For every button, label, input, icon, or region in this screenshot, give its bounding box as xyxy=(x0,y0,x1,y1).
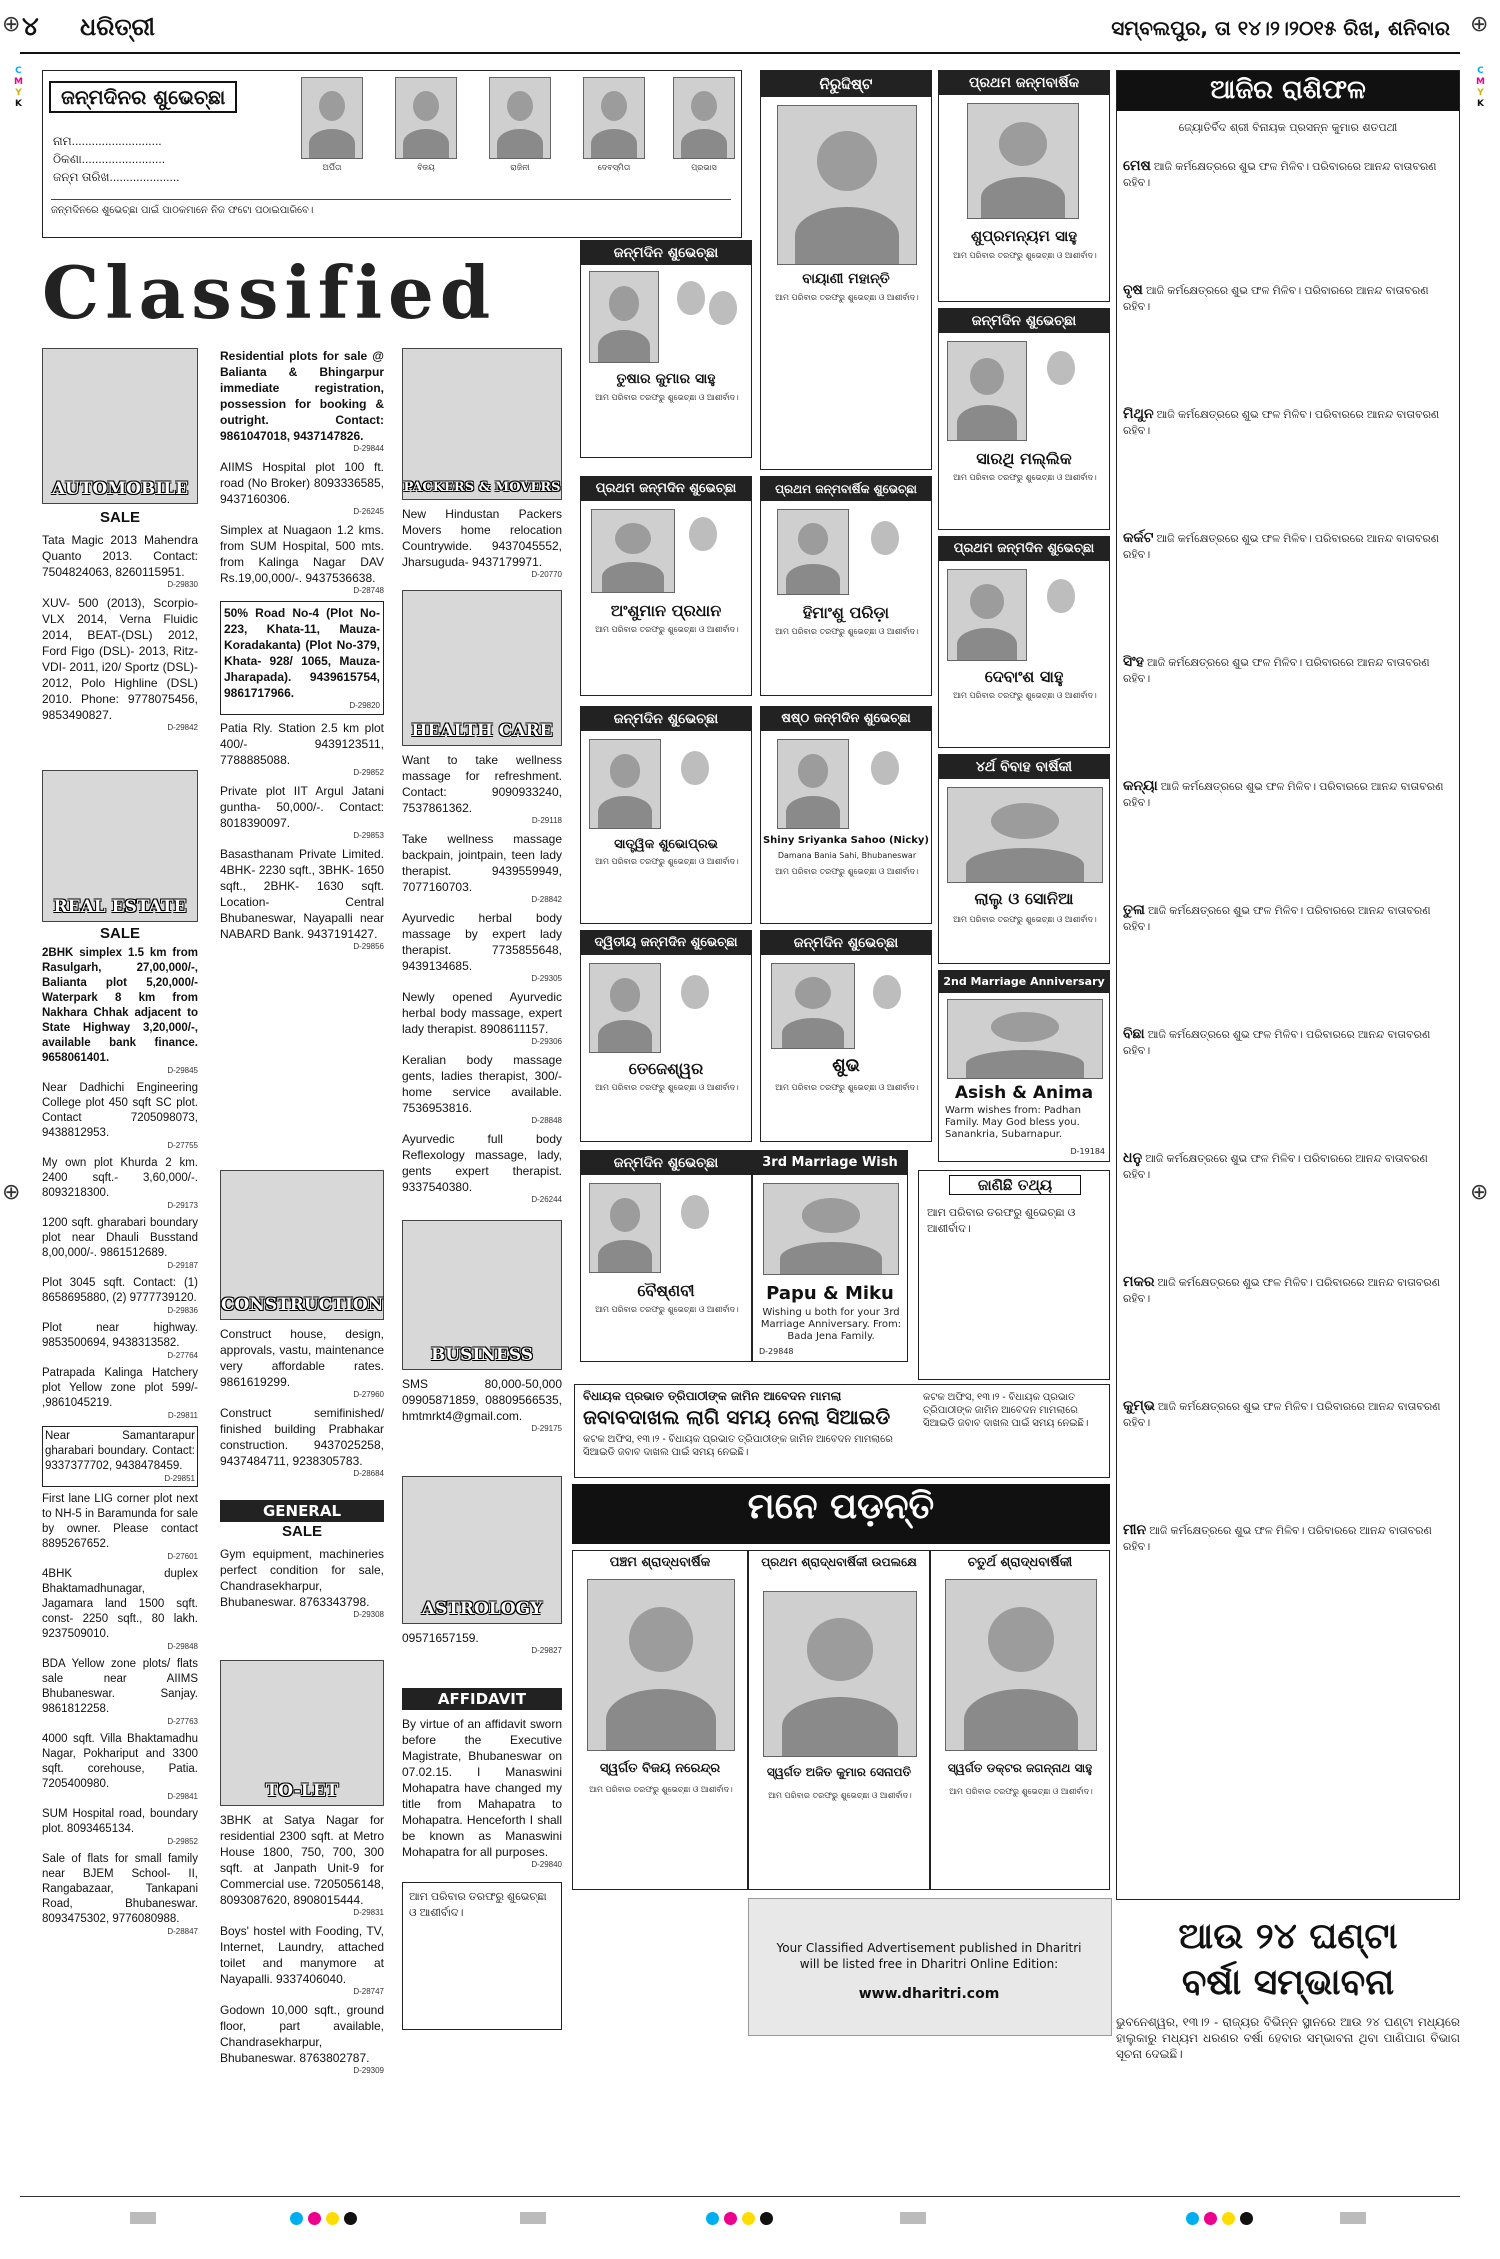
greeting-header: ପ୍ରଥମ ଜନ୍ମଦିନ ଶୁଭେଚ୍ଛା xyxy=(939,537,1109,561)
memorial-photo xyxy=(945,1579,1097,1751)
greeting-text: ଆମ ପରିବାର ତରଫରୁ ଶୁଭେଚ୍ଛା ଓ ଆଶୀର୍ବାଦ। xyxy=(953,473,1097,482)
ad-item: Ayurvedic herbal body massage by expert lady therapist. 7735855648, 9439134685. D-29305 xyxy=(402,911,562,983)
ad-item: 4BHK duplex Bhaktamadhunagar, Jagamara land 1500 sqft. const- 2250 sqft., 80 lakh. 9237509010. D-29848 xyxy=(42,1568,198,1651)
cmyk-k: K xyxy=(14,99,22,109)
memorial-name: ସ୍ୱର୍ଗତ ବିଜୟ ନରେନ୍ଦ୍ର xyxy=(599,1761,721,1776)
rashi-item: ମୀନ ଆଜି କର୍ମକ୍ଷେତ୍ରରେ ଶୁଭ ଫଳ ମିଳିବ। ପରିବାରରେ ଆନନ୍ଦ ବାତାବରଣ ରହିବ। xyxy=(1123,1521,1432,1553)
news-body: କଟକ ଅଫିସ, ୧୩।୨ - ବିଧାୟକ ପ୍ରଭାତ ତ୍ରିପାଠୀଙ୍କ ଜାମିନ ଆବେଦନ ମାମଲାରେ ସିଆଇଡି ଜବାବ ଦାଖଲ ପାଇଁ ସମୟ ନେଇଛି। xyxy=(583,1434,893,1458)
child-name: ବୈଷ୍ଣବୀ xyxy=(637,1281,695,1300)
child-name: ଶୁପ୍ରମନ୍ୟମ ସାହୁ xyxy=(970,227,1078,245)
rashi-name: ବିଛା xyxy=(1123,1025,1145,1041)
notice-text: ଆମ ପରିବାର ତରଫରୁ ଶୁଭେଚ୍ଛା ଓ ଆଶୀର୍ବାଦ। xyxy=(409,1891,547,1919)
birthday-photo-5 xyxy=(673,77,735,159)
birthday-name-4: ଦେବସ୍ମିତା xyxy=(597,163,631,172)
child-name: ତେଜେଶ୍ୱର xyxy=(628,1059,704,1078)
greeting-text: ଆମ ପରିବାର ତରଫରୁ ଶୁଭେଚ୍ଛା ଓ ଆଶୀର୍ବାଦ। xyxy=(595,1305,739,1314)
cyan-dot xyxy=(706,2212,719,2225)
ad-item: Boys' hostel with Fooding, TV, Internet, Laundry, attached toilet and manymore at Nayapalli. 9337406040. D-28747 xyxy=(220,1924,384,1996)
ad-item: Patia Rly. Station 2.5 km plot 400/- 9439123511, 7788885088. D-29852 xyxy=(220,721,384,777)
col2-ads-top xyxy=(220,348,384,1268)
page-number: ୪ xyxy=(22,12,39,42)
magenta-dot xyxy=(724,2212,737,2225)
online-edition-note: Your Classified Advertisement published in Dharitri will be listed free in Dharitri Online Edition: xyxy=(776,1941,1082,1971)
yellow-dot xyxy=(1222,2212,1235,2225)
balloon-icon xyxy=(873,975,901,1009)
rashi-name: କର୍କଟ xyxy=(1123,529,1154,545)
niruddista-text: ଆମ ପରିବାର ତରଫରୁ ଶୁଭେଚ୍ଛା ଓ ଆଶୀର୍ବାଦ। xyxy=(775,293,919,302)
ad-item: BDA Yellow zone plots/ flats sale near AIIMS Bhubaneswar. Sanjay. 9861812258. D-27763 xyxy=(42,1658,198,1726)
couple-name: Asish & Anima xyxy=(954,1083,1094,1103)
greeting-shiny xyxy=(760,706,932,924)
memorial-title: ମନେ ପଡ଼ନ୍ତି xyxy=(747,1486,935,1527)
business-image xyxy=(402,1220,562,1370)
ad-item: Simplex at Nuagaon 1.2 kms. from SUM Hospital, 500 mts. from Kalinga Nagar DAV Rs.19,00,000/-. 9437536638. D-28748 xyxy=(220,523,384,595)
health-care-image xyxy=(402,590,562,746)
yellow-dot xyxy=(326,2212,339,2225)
ad-item: Gym equipment, machineries perfect condition for sale, Chandrasekharpur, Bhubaneswar. 8763343798. D-29308 xyxy=(220,1547,384,1619)
greeting-text: ଆମ ପରିବାର ତରଫରୁ ଶୁଭେଚ୍ଛା ଓ ଆଶୀର୍ବାଦ। xyxy=(953,691,1097,700)
couple-photo xyxy=(763,1183,899,1275)
couple-code: D-19184 xyxy=(1070,1147,1105,1156)
ad-item: SUM Hospital road, boundary plot. 8093465134. D-29852 xyxy=(42,1808,198,1846)
greeting-header: ଜନ୍ମଦିନ ଶୁଭେଚ୍ଛା xyxy=(761,931,931,955)
rashi-item: କନ୍ୟା ଆଜି କର୍ମକ୍ଷେତ୍ରରେ ଶୁଭ ଫଳ ମିଳିବ। ପରିବାରରେ ଆନନ୍ଦ ବାତାବରଣ ରହିବ। xyxy=(1123,777,1444,809)
balloon-icon xyxy=(871,521,899,555)
ad-item: My own plot Khurda 2 km. 2400 sqft.- 3,60,000/-. 8093218300. D-29173 xyxy=(42,1157,198,1210)
birthday-photo-1 xyxy=(301,77,363,159)
cmyk-k: K xyxy=(1476,99,1484,109)
couple-text: Warm wishes from: Padhan Family. May God bless you. Sanankria, Subarnapur. xyxy=(945,1105,1081,1140)
ad-item: 09571657159. D-29827 xyxy=(402,1631,562,1655)
child-name: ହିମାଂଶୁ ପରିଡ଼ା xyxy=(802,603,890,622)
cmyk-c: C xyxy=(15,66,22,76)
greeting-header: 2nd Marriage Anniversary xyxy=(939,971,1109,993)
child-photo xyxy=(591,509,675,593)
rashi-name: ମକର xyxy=(1123,1273,1155,1289)
ad-item: Construct semifinished/ finished building Prabhakar construction. 9437025258, 9437484711, 9238305783. D-28684 xyxy=(220,1406,384,1478)
memorial-heading: ଚତୁର୍ଥ ଶ୍ରାଦ୍ଧବାର୍ଷିକୀ xyxy=(967,1555,1073,1570)
memorial-text: ଆମ ପରିବାର ତରଫରୁ ଶୁଭେଚ୍ଛା ଓ ଆଶୀର୍ବାଦ। xyxy=(768,1791,912,1800)
janiti-title: ଜାଣିଛି ତଥ୍ୟ xyxy=(949,1175,1081,1195)
child-photo xyxy=(967,103,1079,219)
rashi-item: କର୍କଟ ଆଜି କର୍ମକ୍ଷେତ୍ରରେ ଶୁଭ ଫଳ ମିଳିବ। ପରିବାରରେ ଆନନ୍ଦ ବାତାବରଣ ରହିବ। xyxy=(1123,529,1440,561)
cmyk-mark-right xyxy=(1476,66,1485,110)
ad-item: 50% Road No-4 (Plot No-223, Khata-11, Mauza-Koradakanta) (Plot No-379, Khata- 928/ 1065, Mauza- Jharapada). 9439615754, 9861717966. D-29820 xyxy=(220,601,384,715)
black-dot xyxy=(1240,2212,1253,2225)
col1-ads-auto xyxy=(42,532,198,738)
classified-title: Classified xyxy=(42,250,497,335)
greeting-header: ଦ୍ୱିତୀୟ ଜନ୍ମଦିନ ଶୁଭେଚ୍ଛା xyxy=(581,931,751,955)
greeting-papu-miku xyxy=(752,1150,908,1362)
missing-person-photo xyxy=(777,105,917,265)
greeting-tushar xyxy=(580,240,752,458)
magenta-dot xyxy=(1204,2212,1217,2225)
brand-logo: ଧରିତ୍ରୀ xyxy=(80,12,155,41)
child-photo xyxy=(777,509,849,595)
news-headline-2: ଜବାବଦାଖଲ ଲାଗି ସମୟ ନେଲା ସିଆଇଡି xyxy=(583,1405,891,1429)
rashi-name: କୁମ୍ଭ xyxy=(1123,1397,1155,1413)
col3-ads-astrology xyxy=(402,1630,562,1661)
sale-heading-3: SALE xyxy=(281,1523,322,1540)
rashifala-subtitle: ଜ୍ୟୋତିର୍ବିଦ ଶ୍ରୀ ବିନାୟକ ପ୍ରସନ୍ନ କୁମାର ଶତପଥୀ xyxy=(1178,121,1398,134)
birthday-form-date: ଜନ୍ମ ତାରିଖ..................... xyxy=(53,170,180,184)
ad-item: Newly opened Ayurvedic herbal body massage, expert lady therapist. 8908611157. D-29306 xyxy=(402,990,562,1046)
registration-mark-icon: ⊕ xyxy=(1470,1180,1489,1205)
ad-item: AIIMS Hospital plot 100 ft. road (No Broker) 8093336585, 9437160306. D-26245 xyxy=(220,460,384,516)
couple-photo xyxy=(947,787,1103,883)
balloon-icon xyxy=(681,751,709,785)
ad-item: Take wellness massage backpain, jointpain, teen lady therapist. 9439559949, 7077160703. D-28842 xyxy=(402,832,562,904)
gray-swatch xyxy=(520,2212,546,2224)
rashi-item: ମିଥୁନ ଆଜି କର୍ମକ୍ଷେତ୍ରରେ ଶୁଭ ଫଳ ମିଳିବ। ପରିବାରରେ ଆନନ୍ଦ ବାତାବରଣ ରହିବ। xyxy=(1123,405,1440,437)
memorial-name: ସ୍ୱର୍ଗତ ଡକ୍ଟର ଜଗନ୍ନାଥ ସାହୁ xyxy=(947,1761,1093,1775)
packers-movers-label: PACKERS & MOVERS xyxy=(403,480,561,495)
rashi-name: ମେଷ xyxy=(1123,157,1151,173)
birthday-name-5: ପ୍ରଭାସ xyxy=(691,163,717,172)
health-care-label: HEALTH CARE xyxy=(411,721,553,741)
black-dot xyxy=(344,2212,357,2225)
couple-text: Wishing u both for your 3rd Marriage Anniversary. From: Bada Jena Family. xyxy=(760,1307,902,1342)
greeting-header: ପ୍ରଥମ ଜନ୍ମଦିନ ଶୁଭେଚ୍ଛା xyxy=(581,477,751,501)
rashi-name: ତୁଳା xyxy=(1123,901,1145,917)
greeting-text: ଆମ ପରିବାର ତରଫରୁ ଶୁଭେଚ୍ଛା ଓ ଆଶୀର୍ବାଦ। xyxy=(775,867,919,876)
ad-item: Ayurvedic full body Reflexology massage, lady, gents expert therapist. 9337540380. D-26244 xyxy=(402,1132,562,1202)
gray-swatch xyxy=(900,2212,926,2224)
rashi-item: ସିଂହ ଆଜି କର୍ମକ୍ଷେତ୍ରରେ ଶୁଭ ଫଳ ମିଳିବ। ପରିବାରରେ ଆନନ୍ଦ ବାତାବରଣ ରହିବ। xyxy=(1123,653,1430,685)
child-photo xyxy=(589,1183,661,1273)
greeting-text: ଆମ ପରିବାର ତରଫରୁ ଶୁଭେଚ୍ଛା ଓ ଆଶୀର୍ବାଦ। xyxy=(953,915,1097,924)
greeting-text: ଆମ ପରିବାର ତରଫରୁ ଶୁଭେଚ୍ଛା ଓ ଆଶୀର୍ବାଦ। xyxy=(953,251,1097,260)
couple-name: Papu & Miku xyxy=(766,1283,894,1304)
gray-swatch xyxy=(1340,2212,1366,2224)
memorial-text: ଆମ ପରିବାର ତରଫରୁ ଶୁଭେଚ୍ଛା ଓ ଆଶୀର୍ବାଦ। xyxy=(949,1787,1093,1796)
construction-image xyxy=(220,1170,384,1320)
ad-item: Basasthanam Private Limited. 4BHK- 2230 sqft., 3BHK- 1650 sqft., 2BHK- 1630 sqft. Location- Central Bhubaneswar, Nayapalli near NABARD Bank. 9437191427. D-29856 xyxy=(220,847,384,951)
online-edition-url[interactable]: www.dharitri.com xyxy=(858,1986,1000,2002)
birthday-name-1: ଅର୍ପିତା xyxy=(322,163,342,172)
sale-heading-1: SALE xyxy=(99,509,140,526)
memorial-photo xyxy=(763,1591,917,1757)
couple-name: ଲାଲୁ ଓ ସୋନିଆ xyxy=(974,889,1074,908)
cmyk-m: M xyxy=(14,77,23,87)
to-let-image xyxy=(220,1660,384,1806)
birthday-name-3: ରାଜିନୀ xyxy=(510,163,530,172)
rashi-item: ମକର ଆଜି କର୍ମକ୍ଷେତ୍ରରେ ଶୁଭ ଫଳ ମିଳିବ। ପରିବାରରେ ଆନନ୍ଦ ବାତାବରଣ ରହିବ। xyxy=(1123,1273,1441,1305)
balloon-icon xyxy=(689,517,717,551)
janiti-text: ଆମ ପରିବାର ତରଫରୁ ଶୁଭେଚ୍ଛା ଓ ଆଶୀର୍ବାଦ। xyxy=(927,1207,1076,1235)
rashifala-list xyxy=(1123,157,1453,1645)
col2-ads-tolet xyxy=(220,1812,384,2192)
greeting-lalu-sonia xyxy=(938,754,1110,964)
balloon-icon xyxy=(709,291,737,325)
memorial-2 xyxy=(748,1550,930,1890)
couple-code: D-29848 xyxy=(759,1347,794,1356)
registration-mark-icon: ⊕ xyxy=(2,12,21,37)
birthday-note: ଜନ୍ମଦିନରେ ଶୁଭେଚ୍ଛା ପାଇଁ ପାଠକମାନେ ନିଜ ଫଟୋ ପଠାଇପାରିବେ। xyxy=(51,199,731,217)
gray-swatch xyxy=(130,2212,156,2224)
greeting-anshuman xyxy=(580,476,752,696)
balloon-icon xyxy=(1047,579,1075,613)
ad-item: By virtue of an affidavit sworn before the Executive Magistrate, Bhubaneswar on 07.02.15. I Manaswini Mohapatra have changed my title from Mahapatra to Mohapatra. Henceforth I shall be known as Manaswini Mohapatra for all purposes. D-29840 xyxy=(402,1717,562,1869)
rashi-item: ଧନୁ ଆଜି କର୍ମକ୍ଷେତ୍ରରେ ଶୁଭ ଫଳ ମିଳିବ। ପରିବାରରେ ଆନନ୍ଦ ବାତାବରଣ ରହିବ। xyxy=(1123,1149,1428,1181)
child-place: Damana Bania Sahi, Bhubaneswar xyxy=(777,851,917,860)
rashi-item: ମେଷ ଆଜି କର୍ମକ୍ଷେତ୍ରରେ ଶୁଭ ଫଳ ମିଳିବ। ପରିବାରରେ ଆନନ୍ଦ ବାତାବରଣ ରହିବ। xyxy=(1123,157,1437,189)
rashi-name: ମୀନ xyxy=(1123,1521,1147,1537)
col2-ads-construct xyxy=(220,1326,384,1484)
rain-title-2: ବର୍ଷା ସମ୍ଭାବନା xyxy=(1181,1962,1395,2003)
ad-item: Residential plots for sale @ Balianta & Bhingarpur immediate registration, possession for booking & outright. Contact: 9861047018, 9437147826. D-29844 xyxy=(220,349,384,453)
greeting-header: ଜନ୍ମଦିନ ଶୁଭେଚ୍ଛା xyxy=(581,1151,751,1175)
greeting-sarathi xyxy=(938,308,1110,530)
ad-item: 3BHK at Satya Nagar for residential 2300 sqft. at Metro House 1800, 750, 700, 300 sqft. at Janpath Unit-9 for Commercial use. 7205056148, 8093087620, 8908015444. D-29831 xyxy=(220,1813,384,1917)
cyan-dot xyxy=(290,2212,303,2225)
greeting-header: 3rd Marriage Wish xyxy=(753,1151,907,1175)
cmyk-m: M xyxy=(1476,77,1485,87)
ad-item: Tata Magic 2013 Mahendra Quanto 2013. Contact: 7504824063, 8260115951. D-29830 xyxy=(42,533,198,589)
balloon-icon xyxy=(1047,351,1075,385)
birthday-photo-3 xyxy=(489,77,551,159)
col2-ads-general xyxy=(220,1546,384,1625)
col3-ads-business xyxy=(402,1376,562,1439)
rashi-item: ବୃଷ ଆଜି କର୍ମକ୍ଷେତ୍ରରେ ଶୁଭ ଫଳ ମିଳିବ। ପରିବାରରେ ଆନନ୍ଦ ବାତାବରଣ ରହିବ। xyxy=(1123,281,1429,313)
ad-item: Near Dadhichi Engineering College plot 450 sqft SC plot. Contact 7205098073, 9438812953. D-27755 xyxy=(42,1082,198,1150)
ad-item: Godown 10,000 sqft., ground floor, part available, Chandrasekharpur, Bhubaneswar. 8763802787. D-29309 xyxy=(220,2003,384,2075)
affidavit-heading: AFFIDAVIT xyxy=(402,1688,562,1710)
birthday-name-2: ବିଜୟ xyxy=(417,163,435,172)
greeting-debansh xyxy=(938,536,1110,748)
greeting-subraman xyxy=(938,70,1110,302)
rashi-item: କୁମ୍ଭ ଆଜି କର୍ମକ୍ଷେତ୍ରରେ ଶୁଭ ଫଳ ମିଳିବ। ପରିବାରରେ ଆନନ୍ଦ ବାତାବରଣ ରହିବ। xyxy=(1123,1397,1441,1429)
memorial-text: ଆମ ପରିବାର ତରଫରୁ ଶୁଭେଚ୍ଛା ଓ ଆଶୀର୍ବାଦ। xyxy=(589,1785,733,1794)
greeting-header: ପ୍ରଥମ ଜନ୍ମବାର୍ଷିକ ଶୁଭେଚ୍ଛା xyxy=(761,477,931,501)
child-photo xyxy=(589,271,659,363)
col3-ads-packers xyxy=(402,506,562,585)
child-photo xyxy=(947,569,1027,661)
ad-item: First lane LIG corner plot next to NH-5 in Baramunda for sale by owner. Please contact 8895267652. D-27601 xyxy=(42,1493,198,1561)
greeting-text: ଆମ ପରିବାର ତରଫରୁ ଶୁଭେଚ୍ଛା ଓ ଆଶୀର୍ବାଦ। xyxy=(775,1083,919,1092)
child-photo xyxy=(947,341,1027,441)
memorial-name: ସ୍ୱର୍ଗତ ଅଜିତ କୁମାର ସେନାପତି xyxy=(766,1765,912,1779)
yellow-dot xyxy=(742,2212,755,2225)
black-dot xyxy=(760,2212,773,2225)
to-let-label: TO-LET xyxy=(265,1781,339,1801)
balloon-icon xyxy=(681,1195,709,1229)
col3-bottom-notice xyxy=(402,1882,562,2030)
greeting-header: ଜନ୍ମଦିନ ଶୁଭେଚ୍ଛା xyxy=(581,707,751,731)
business-label: BUSINESS xyxy=(430,1345,534,1365)
ad-item: 1200 sqft. gharabari boundary plot near Dhauli Busstand 8,00,000/-. 9861512689. D-29187 xyxy=(42,1217,198,1270)
col3-ads-health xyxy=(402,752,562,1202)
ad-item: Sale of flats for small family near BJEM School- II, Rangabazaar, Tankapani Road, Bhubaneswar. 8093475302, 9776080988. D-28847 xyxy=(42,1853,198,1936)
greeting-text: ଆମ ପରିବାର ତରଫରୁ ଶୁଭେଚ୍ଛା ଓ ଆଶୀର୍ବାଦ। xyxy=(595,393,739,402)
birthday-title: ଜନ୍ମଦିନର ଶୁଭେଚ୍ଛା xyxy=(49,81,237,113)
ad-item: Private plot IIT Argul Jatani guntha- 50,000/-. Contact: 8018390097. D-29853 xyxy=(220,784,384,840)
memorial-1 xyxy=(572,1550,748,1890)
child-name: ଶୁଭ xyxy=(832,1055,860,1076)
birthday-photo-2 xyxy=(395,77,457,159)
news-headline-1: ବିଧାୟକ ପ୍ରଭାତ ତ୍ରିପାଠୀଙ୍କ ଜାମିନ ଆବେଦନ ମାମଲା xyxy=(583,1389,842,1403)
ad-item: 2BHK simplex 1.5 km from Rasulgarh, 27,00,000/-, Balianta plot 5,20,000/- Waterpark 8 km from Nakhara Chhak adjacent to State Highway 3,20,000/-, available bank finance. 9658061401. D-29845 xyxy=(42,947,198,1075)
ad-item: Keralian body massage gents, ladies therapist, 300/- home service available. 7536953816. D-28848 xyxy=(402,1053,562,1125)
rashi-item: ବିଛା ଆଜି କର୍ମକ୍ଷେତ୍ରରେ ଶୁଭ ଫଳ ମିଳିବ। ପରିବାରରେ ଆନନ୍ଦ ବାତାବରଣ ରହିବ। xyxy=(1123,1025,1431,1057)
greeting-vaishnavi xyxy=(580,1150,752,1362)
niruddista-box xyxy=(760,70,932,470)
greeting-sattwik xyxy=(580,706,752,924)
packers-movers-image xyxy=(402,348,562,500)
rashifala-box xyxy=(1116,70,1460,1900)
child-name: ସାତ୍ତ୍ୱିକ ଶୁଭୋପ୍ରଭ xyxy=(614,837,718,852)
child-name: Shiny Sriyanka Sahoo (Nicky) xyxy=(762,835,930,846)
balloon-icon xyxy=(871,751,899,785)
ad-item: Plot near highway. 9853500694, 9438313582. D-27764 xyxy=(42,1322,198,1360)
news-body-right: କଟକ ଅଫିସ, ୧୩।୨ - ବିଧାୟକ ପ୍ରଭାତ ତ୍ରିପାଠୀଙ୍କ ଜାମିନ ଆବେଦନ ମାମଲାରେ ସିଆଇଡି ଜବାବ ଦାଖଲ ପାଇଁ ସମୟ ନେଇଛି। xyxy=(923,1392,1089,1429)
greeting-shubha xyxy=(760,930,932,1142)
rashi-name: ଧନୁ xyxy=(1123,1149,1143,1165)
rashi-name: ମିଥୁନ xyxy=(1123,405,1154,421)
niruddista-header: ନିରୁଦ୍ଦିଷ୍ଟ xyxy=(761,71,931,97)
greeting-tejeswar xyxy=(580,930,752,1142)
greeting-text: ଆମ ପରିବାର ତରଫରୁ ଶୁଭେଚ୍ଛା ଓ ଆଶୀର୍ବାଦ। xyxy=(595,857,739,866)
birthday-photo-4 xyxy=(583,77,645,159)
greeting-header: ଜନ୍ମଦିନ ଶୁଭେଚ୍ଛା xyxy=(939,309,1109,333)
registration-mark-icon: ⊕ xyxy=(1470,12,1489,37)
real-estate-label: REAL ESTATE xyxy=(53,897,187,917)
construction-label: CONSTRUCTION xyxy=(221,1295,384,1315)
greeting-header: ୪ର୍ଥ ବିବାହ ବାର୍ଷିକୀ xyxy=(939,755,1109,779)
astrology-image xyxy=(402,1476,562,1624)
greeting-header: ଷଷ୍ଠ ଜନ୍ମଦିନ ଶୁଭେଚ୍ଛା xyxy=(761,707,931,731)
child-photo xyxy=(777,739,849,829)
news-box xyxy=(574,1384,1110,1478)
registration-mark-icon: ⊕ xyxy=(2,1180,21,1205)
greeting-text: ଆମ ପରିବାର ତରଫରୁ ଶୁଭେଚ୍ଛା ଓ ଆଶୀର୍ବାଦ। xyxy=(595,625,739,634)
child-photo xyxy=(589,963,661,1053)
automobile-image xyxy=(42,348,198,504)
cyan-dot xyxy=(1186,2212,1199,2225)
ad-item: SMS 80,000-50,000 09905871859, 08809566535, hmtmrkt4@gmail.com. D-29175 xyxy=(402,1377,562,1433)
ad-item: XUV- 500 (2013), Scorpio-VLX 2014, Verna Fluidic 2014, BEAT-(DSL) 2012, Ford Figo (DSL)- 2013, Ritz- VDI- 2011, i20/ Sportz (DSL)- 2012, Polo Highline (DSL) 2010. Phone: 9778075456, 9853490827. D-29842 xyxy=(42,596,198,732)
cmyk-mark-left xyxy=(14,66,23,110)
greeting-text: ଆମ ପରିବାର ତରଫରୁ ଶୁଭେଚ୍ଛା ଓ ଆଶୀର୍ବାଦ। xyxy=(775,627,919,636)
footer-rule xyxy=(20,2196,1460,2197)
greeting-text: ଆମ ପରିବାର ତରଫରୁ ଶୁଭେଚ୍ଛା ଓ ଆଶୀର୍ବାଦ। xyxy=(595,1083,739,1092)
rain-body: ଭୁବନେଶ୍ୱର, ୧୩।୨ - ରାଜ୍ୟର ବିଭିନ୍ନ ସ୍ଥାନରେ ଆଉ ୨୪ ଘଣ୍ଟା ମଧ୍ୟରେ ହାଲୁକାରୁ ମଧ୍ୟମ ଧରଣର ବର୍ଷା ହେବାର ସମ୍ଭାବନା ଥିବା ପାଣିପାଗ ବିଭାଗ ସୂଚନା ଦେଇଛି। xyxy=(1116,2015,1460,2061)
couple-photo xyxy=(947,999,1103,1079)
general-heading: GENERAL xyxy=(220,1500,384,1522)
memorial-heading: ପଞ୍ଚମ ଶ୍ରାଦ୍ଧବାର୍ଷିକ xyxy=(609,1555,711,1570)
rashi-name: କନ୍ୟା xyxy=(1123,777,1158,793)
cmyk-c: C xyxy=(1477,66,1484,76)
ad-item: Want to take wellness massage for refreshment. Contact: 9090933240, 7537861362. D-29118 xyxy=(402,753,562,825)
greeting-header: ପ୍ରଥମ ଜନ୍ମବାର୍ଷିକ xyxy=(939,71,1109,95)
greeting-asish-anima xyxy=(938,970,1110,1162)
ad-item: Patrapada Kalinga Hatchery plot Yellow zone plot 599/- ,9861045219. D-29811 xyxy=(42,1367,198,1420)
automobile-label: AUTOMOBILE xyxy=(51,479,189,499)
dateline: ସମ୍ବଲପୁର, ତା ୧୪।୨।୨୦୧୫ ରିଖ, ଶନିବାର xyxy=(1111,16,1450,40)
ad-item: 4000 sqft. Villa Bhaktamadhu Nagar, Pokhariput and 3300 sqft. corehouse, Patia. 7205400980. D-29841 xyxy=(42,1733,198,1801)
greeting-header: ଜନ୍ମଦିନ ଶୁଭେଚ୍ଛା xyxy=(581,241,751,265)
sale-heading-2: SALE xyxy=(99,925,140,942)
rashi-name: ବୃଷ xyxy=(1123,281,1143,297)
child-name: ଦେବାଂଶ ସାହୁ xyxy=(984,667,1064,686)
rashifala-title: ଆଜିର ରାଶିଫଳ xyxy=(1210,75,1366,105)
memorial-3 xyxy=(930,1550,1110,1890)
cmyk-y: Y xyxy=(15,88,22,98)
child-photo xyxy=(771,963,855,1049)
balloon-icon xyxy=(681,975,709,1009)
birthday-form-name: ନାମ........................... xyxy=(53,134,162,148)
cmyk-y: Y xyxy=(1477,88,1484,98)
greeting-himanshu xyxy=(760,476,932,696)
birthday-box xyxy=(42,70,742,238)
child-name: ତୁଷାର କୁମାର ସାହୁ xyxy=(616,371,716,387)
ad-item: New Hindustan Packers Movers home relocation Countrywide. 9437045552, Jharsuguda- 9437179971. D-20770 xyxy=(402,507,562,579)
rain-title-1: ଆଉ ୨୪ ଘଣ୍ଟା xyxy=(1178,1916,1398,1957)
ad-item: Construct house, design, approvals, vastu, maintenance very affordable rates. 9861619299. D-27960 xyxy=(220,1327,384,1399)
missing-person-name: ବାୟାଣୀ ମହାନ୍ତି xyxy=(802,271,890,287)
col3-ads-affidavit xyxy=(402,1716,562,1875)
col1-ads-estate xyxy=(42,946,198,2186)
janiti-box xyxy=(918,1170,1110,1380)
balloon-icon xyxy=(677,281,705,315)
child-name: ସାରଥି ମଲ୍ଲିକ xyxy=(976,449,1072,468)
magenta-dot xyxy=(308,2212,321,2225)
memorial-heading: ପ୍ରଥମ ଶ୍ରାଦ୍ଧବାର୍ଷିକୀ ଉପଲକ୍ଷେ xyxy=(761,1555,917,1569)
child-photo xyxy=(589,739,661,829)
birthday-form-address: ଠିକଣା......................... xyxy=(53,152,166,166)
ad-item: Near Samantarapur gharabari boundary. Contact: 9337377702, 9438478459. D-29851 xyxy=(42,1426,198,1487)
rashi-item: ତୁଳା ଆଜି କର୍ମକ୍ଷେତ୍ରରେ ଶୁଭ ଫଳ ମିଳିବ। ପରିବାରରେ ଆନନ୍ଦ ବାତାବରଣ ରହିବ। xyxy=(1123,901,1431,933)
astrology-label: ASTROLOGY xyxy=(421,1599,543,1619)
memorial-photo xyxy=(587,1579,735,1751)
child-name: ଅଂଶୁମାନ ପ୍ରଧାନ xyxy=(610,601,722,620)
rashi-name: ସିଂହ xyxy=(1123,653,1144,669)
ad-item: Plot 3045 sqft. Contact: (1) 8658695880, (2) 9777739120. D-29836 xyxy=(42,1277,198,1315)
real-estate-image xyxy=(42,770,198,922)
